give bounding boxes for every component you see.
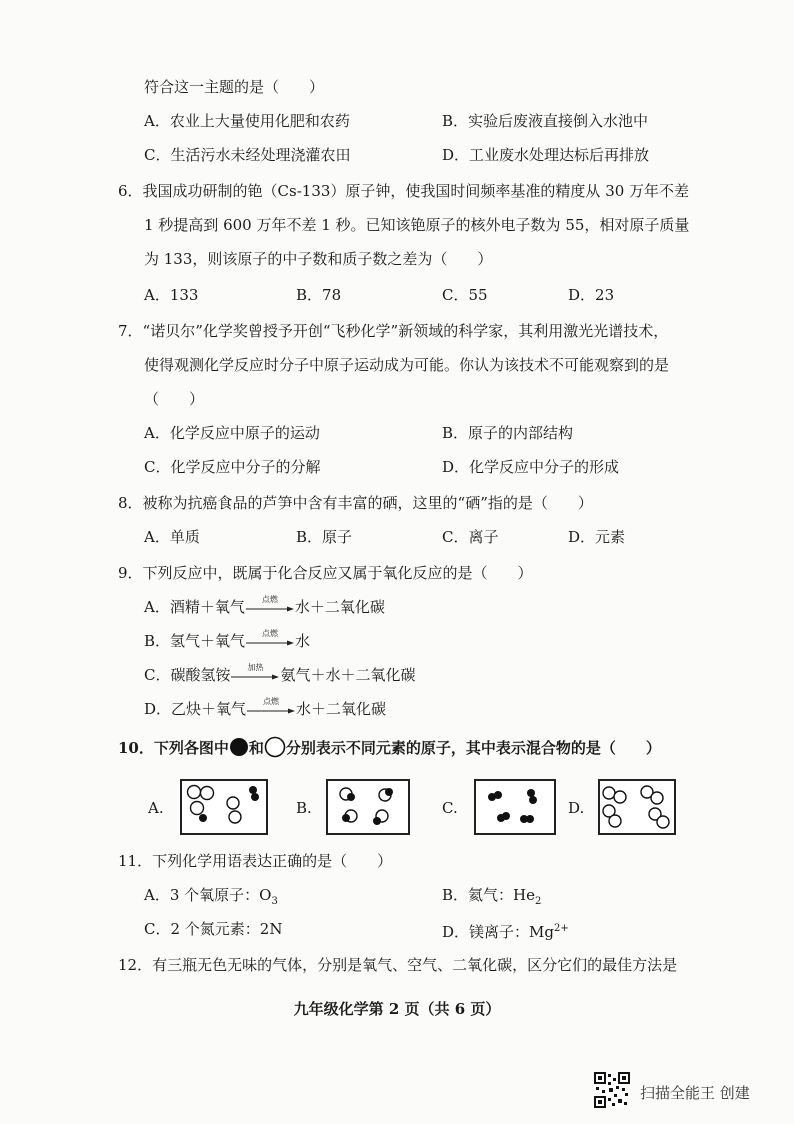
q10-label-a: A. xyxy=(148,799,164,817)
q5-option-a: A．农业上大量使用化肥和农药 xyxy=(144,112,350,130)
arrow-icon xyxy=(231,674,279,680)
q10-diagram-a-molecules xyxy=(182,781,266,833)
arrow-icon xyxy=(246,606,294,612)
q6-option-b: B．78 xyxy=(296,286,342,304)
q10-diagram-d xyxy=(598,779,676,835)
q12-stem: 12．有三瓶无色无味的气体，分别是氧气、空气、二氧化碳，区分它们的最佳方法是 xyxy=(118,956,678,974)
q8-option-c: C．离子 xyxy=(442,528,499,546)
q8-option-a: A．单质 xyxy=(144,528,200,546)
q9-option-c xyxy=(144,664,416,686)
q9-c-reactants: C．碳酸氢铵 xyxy=(144,666,231,684)
q7-option-c: C．化学反应中分子的分解 xyxy=(144,458,321,476)
q6-stem-line3: 为 133，则该原子的中子数和质子数之差为（ ） xyxy=(144,250,493,268)
q7-option-b: B．原子的内部结构 xyxy=(442,424,574,442)
q9-stem: 9．下列反应中，既属于化合反应又属于氧化反应的是（ ） xyxy=(118,564,533,582)
q11-a-text: A．3 个氧原子：O xyxy=(144,886,272,904)
q10-stem-post: 分别表示不同元素的原子，其中表示混合物的是（ ） xyxy=(285,739,661,757)
q11-stem: 11．下列化学用语表达正确的是（ ） xyxy=(118,852,393,870)
q9-d-reactants: D．乙炔＋氧气 xyxy=(144,700,247,718)
q6-option-c: C．55 xyxy=(442,286,488,304)
q10-stem xyxy=(118,736,661,759)
q11-option-a xyxy=(144,884,278,913)
q9-option-a xyxy=(144,596,385,618)
hollow-atom-icon xyxy=(264,736,286,758)
q10-diagram-d-molecules xyxy=(600,781,674,833)
q7-option-d: D．化学反应中分子的形成 xyxy=(442,458,620,476)
reaction-arrow xyxy=(231,663,279,683)
q10-diagram-b-molecules xyxy=(328,781,408,833)
q10-diagram-c-molecules xyxy=(476,781,554,833)
page-footer: 九年级化学第 2 页（共 6 页） xyxy=(293,1000,501,1018)
reaction-condition: 点燃 xyxy=(261,595,278,604)
q7-stem-line3: （ ） xyxy=(144,390,205,408)
scanner-watermark: 扫描全能王 创建 xyxy=(640,1084,750,1102)
q10-label-b: B. xyxy=(296,799,312,817)
q10-label-c: C. xyxy=(442,799,458,817)
reaction-condition: 加热 xyxy=(247,663,264,672)
q11-a-subscript: 3 xyxy=(271,896,278,907)
q5-option-b: B．实验后废液直接倒入水池中 xyxy=(442,112,649,130)
q9-b-reactants: B．氢气＋氧气 xyxy=(144,632,246,650)
qr-code-icon xyxy=(594,1072,630,1108)
q9-b-products: 水 xyxy=(295,632,311,650)
q10-label-d: D. xyxy=(568,799,585,817)
q11-b-text: B．氦气：He xyxy=(442,886,535,904)
q11-d-text: D．镁离子：Mg xyxy=(442,923,554,941)
q10-stem-mid: 和 xyxy=(248,739,264,757)
q9-option-d xyxy=(144,698,386,720)
q7-stem-line1: 7．“诺贝尔”化学奖曾授予开创“飞秒化学”新领域的科学家，其利用激光光谱技术， xyxy=(118,322,669,340)
q6-stem-line1: 6．我国成功研制的铯（Cs-133）原子钟，使我国时间频率基准的精度从 30 万年不差 xyxy=(118,182,690,200)
q8-option-b: B．原子 xyxy=(296,528,353,546)
q9-d-products: 水＋二氧化碳 xyxy=(296,700,387,718)
q8-stem: 8．被称为抗癌食品的芦笋中含有丰富的硒，这里的“硒”指的是（ ） xyxy=(118,494,593,512)
reaction-arrow xyxy=(246,629,294,649)
q11-option-c: C．2 个氮元素：2N xyxy=(144,920,283,938)
q9-a-reactants: A．酒精＋氧气 xyxy=(144,598,245,616)
reaction-condition: 点燃 xyxy=(263,697,280,706)
q5-option-d: D．工业废水处理达标后再排放 xyxy=(442,146,650,164)
q11-option-d xyxy=(442,918,569,943)
q10-stem-pre: 10．下列各图中 xyxy=(118,739,229,757)
reaction-condition: 点燃 xyxy=(262,629,279,638)
q7-stem-line2: 使得观测化学反应时分子中原子运动成为可能。你认为该技术不可能观察到的是 xyxy=(144,356,670,374)
q9-option-b xyxy=(144,630,310,652)
q6-option-a: A．133 xyxy=(144,286,199,304)
q11-option-b xyxy=(442,884,541,913)
q10-diagram-a xyxy=(180,779,268,835)
arrow-icon xyxy=(246,640,294,646)
reaction-arrow xyxy=(247,697,295,717)
q11-d-superscript: 2+ xyxy=(554,923,569,934)
q7-option-a: A．化学反应中原子的运动 xyxy=(144,424,320,442)
q10-diagram-c xyxy=(474,779,556,835)
filled-atom-icon xyxy=(229,737,249,757)
q5-option-c: C．生活污水未经处理浇灌农田 xyxy=(144,146,351,164)
q10-diagram-b xyxy=(326,779,410,835)
q9-c-products: 氨气＋水＋二氧化碳 xyxy=(280,666,416,684)
q8-option-d: D．元素 xyxy=(568,528,626,546)
q11-b-subscript: 2 xyxy=(534,896,542,907)
reaction-arrow xyxy=(246,595,294,615)
q9-a-products: 水＋二氧化碳 xyxy=(294,598,385,616)
arrow-icon xyxy=(247,708,295,714)
q6-stem-line2: 1 秒提高到 600 万年不差 1 秒。已知该铯原子的核外电子数为 55，相对原子质量 xyxy=(144,216,690,234)
q5-stem-continued: 符合这一主题的是（ ） xyxy=(144,78,325,96)
q6-option-d: D．23 xyxy=(568,286,615,304)
